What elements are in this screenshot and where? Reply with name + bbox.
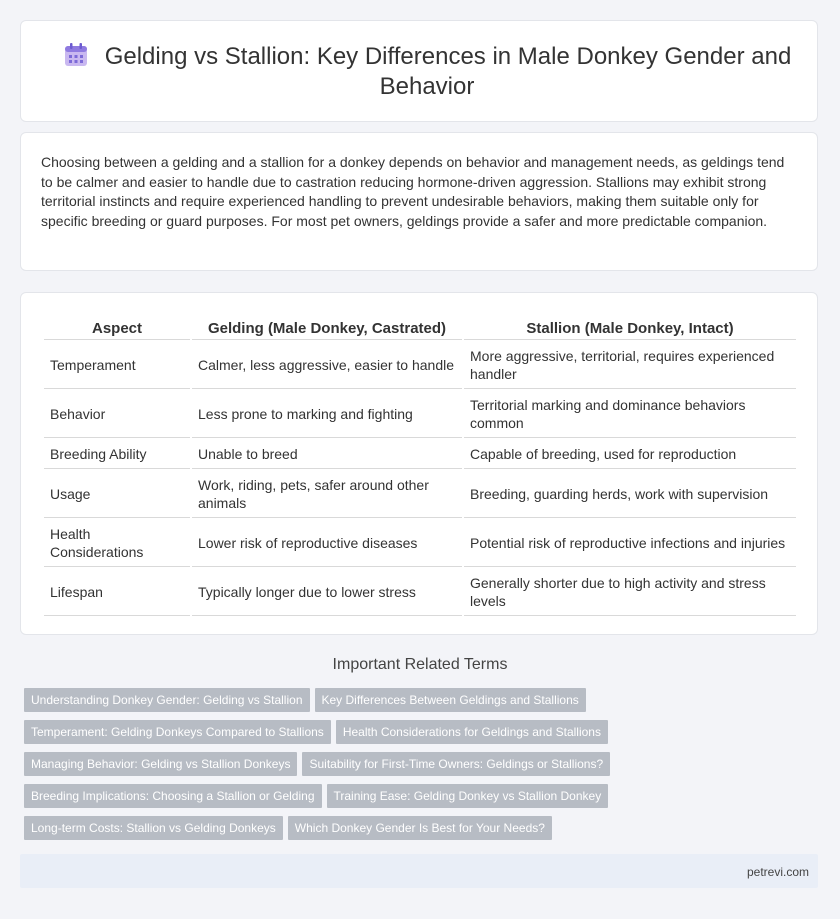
table-row [44, 520, 796, 567]
row-gelding: Lower risk of reproductive diseases [192, 520, 462, 567]
related-term-tag[interactable]: Which Donkey Gender Is Best for Your Needs? [288, 816, 552, 840]
related-terms-list [24, 688, 820, 848]
row-stallion: More aggressive, territorial, requires experienced handler [464, 342, 796, 389]
table-header-row [44, 315, 796, 340]
row-aspect: Temperament [44, 342, 190, 389]
related-term-tag[interactable]: Understanding Donkey Gender: Gelding vs Stallion [24, 688, 310, 712]
row-stallion: Potential risk of reproductive infections and injuries [464, 520, 796, 567]
comparison-card [20, 292, 818, 635]
table-row [44, 391, 796, 438]
row-gelding: Calmer, less aggressive, easier to handle [192, 342, 462, 389]
table-row [44, 440, 796, 469]
table-row [44, 569, 796, 616]
column-header-aspect: Aspect [44, 315, 190, 340]
related-term-tag[interactable]: Breeding Implications: Choosing a Stallion or Gelding [24, 784, 322, 808]
row-aspect: Usage [44, 471, 190, 518]
related-term-tag[interactable]: Health Considerations for Geldings and Stallions [336, 720, 608, 744]
footer-site-link[interactable]: petrevi.com [746, 865, 809, 879]
row-gelding: Less prone to marking and fighting [192, 391, 462, 438]
related-terms-heading: Important Related Terms [332, 656, 508, 673]
table-row [44, 342, 796, 389]
row-gelding: Work, riding, pets, safer around other animals [192, 471, 462, 518]
related-term-tag[interactable]: Suitability for First-Time Owners: Geldings or Stallions? [302, 752, 610, 776]
comparison-table [42, 313, 798, 618]
page-title [61, 42, 793, 102]
related-term-tag[interactable]: Temperament: Gelding Donkeys Compared to Stallions [24, 720, 331, 744]
column-header-stallion: Stallion (Male Donkey, Intact) [464, 315, 796, 340]
row-aspect: Lifespan [44, 569, 190, 616]
footer [20, 854, 818, 888]
column-header-gelding: Gelding (Male Donkey, Castrated) [192, 315, 462, 340]
calendar-icon [63, 42, 89, 68]
intro-card [20, 132, 818, 271]
row-aspect: Behavior [44, 391, 190, 438]
row-aspect: Health Considerations [44, 520, 190, 567]
row-stallion: Generally shorter due to high activity and stress levels [464, 569, 796, 616]
row-stallion: Breeding, guarding herds, work with supervision [464, 471, 796, 518]
table-row [44, 471, 796, 518]
title-card [20, 20, 818, 122]
related-term-tag[interactable]: Long-term Costs: Stallion vs Gelding Donkeys [24, 816, 283, 840]
row-stallion: Capable of breeding, used for reproduction [464, 440, 796, 469]
row-gelding: Typically longer due to lower stress [192, 569, 462, 616]
page-title-text: Gelding vs Stallion: Key Differences in Male Donkey Gender and Behavior [104, 43, 792, 100]
intro-paragraph: Choosing between a gelding and a stallion for a donkey depends on behavior and management needs, as geldings tend to be calmer and easier to handle due to castration reducing hormone-driven aggression. Stallions may exhibit strong territorial instincts and require experienced handling to prevent undesirable behaviors, making them suitable only for specific breeding or guard purposes. For most pet owners, geldings provide a safer and more predictable companion. [41, 154, 785, 229]
related-term-tag[interactable]: Managing Behavior: Gelding vs Stallion Donkeys [24, 752, 297, 776]
related-term-tag[interactable]: Training Ease: Gelding Donkey vs Stallion Donkey [327, 784, 609, 808]
row-stallion: Territorial marking and dominance behaviors common [464, 391, 796, 438]
row-gelding: Unable to breed [192, 440, 462, 469]
row-aspect: Breeding Ability [44, 440, 190, 469]
related-term-tag[interactable]: Key Differences Between Geldings and Stallions [315, 688, 586, 712]
